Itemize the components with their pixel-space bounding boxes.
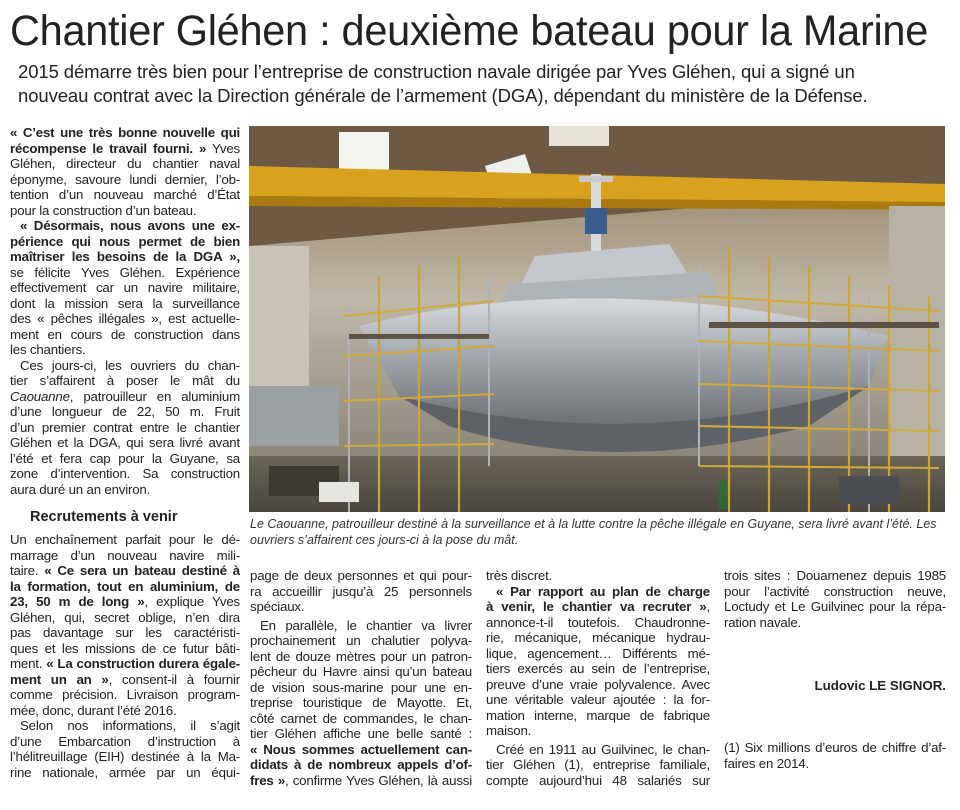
column-4: trois sites : Douarnenez depuis 1985 pour l’activité construction neuve, Loctudy et Le Guilvinec pour la répa- ration navale.: [724, 568, 946, 630]
subheading: Recrutements à venir: [30, 509, 178, 525]
column-1-top: « C’est une très bonne nouvelle qui récompense le travail fourni. » Yves Gléhen, directeur du chantier naval éponyme, savoure lundi dernier, l’ob- tention d’un nouveau marché d’État pour la construction d’un bateau. « Désormais, nous avons une ex- périence qui nous permet de bien maîtriser les besoins de la DGA », se félicite Yves Gléhen. Expérience effectivement car un navire militaire, dont la mission sera la surveillance des « pêches illégales », est actuelle- ment en cours de construction dans les chantiers. Ces jours-ci, les ouvriers du chan- tier s’affairent à poser le mât du Caouanne, patrouilleur en aluminium d’une longueur de 22, 50 m. Fruit d’un premier contrat entre le chantier Gléhen et la DGA, qui sera livré avant l’été et fera cap pour la Guyane, sa zone d’intervention. Sa construction aura duré un an environ.: [10, 125, 240, 497]
photo-caption: [250, 517, 946, 548]
column-3: très discret. « Par rapport au plan de charge à venir, le chantier va recruter », annonce-t-il toutefois. Chaudronne- rie, mécanique, mécanique hydrau- lique, agencement… Différents mé- tiers exercés au sein de l’entreprise, preuve d’une vraie polyvalence. Avec une véritable valeur ajoutée : la for- mation interne, marque de fabrique maison. Créé en 1911 au Guilvinec, le chan- tier Gléhen (1), entreprise familiale, compte aujourd’hui 48 salariés sur: [486, 568, 710, 788]
standfirst: [18, 60, 948, 108]
author-signature: Ludovic LE SIGNOR.: [814, 678, 946, 693]
column-2: page de deux personnes et qui pour- ra accueillir jusqu’à 25 personnels spéciaux. En parallèle, le chantier va livrer prochainement un chalutier polyva- lent de douze mètres pour un patron- pêcheur du Havre ainsi qu’un bateau de vision sous-marine pour une en- treprise touristique de Mayotte. Et, côté carnet de commandes, le chan- tier Gléhen affiche une belle santé : « Nous sommes actuellement can- didats à de nombreux appels d’of- fres », confirme Yves Gléhen, là aussi: [250, 568, 472, 788]
photo-shipyard: [249, 126, 945, 512]
caption-line: ouvriers s’affairent ces jours-ci à la pose du mât.: [250, 532, 519, 547]
photo-illustration: [249, 126, 945, 512]
standfirst-line: 2015 démarre très bien pour l’entreprise de construction navale dirigée par Yves Gléhen, qui a signé un: [18, 61, 855, 82]
footnote: (1) Six millions d’euros de chiffre d’af- faires en 2014.: [724, 740, 946, 771]
headline: Chantier Gléhen : deuxième bateau pour la Marine: [10, 7, 929, 55]
standfirst-line: nouveau contrat avec la Direction générale de l’armement (DGA), dépendant du ministère de la Défense.: [18, 85, 868, 106]
column-1-bottom: Un enchaînement parfait pour le dé- marrage d’un nouveau navire mili- taire. « Ce sera un bateau destiné à la formation, tout en aluminium, de 23, 50 m de long », explique Yves Gléhen, qui, secret oblige, n’en dira pas davantage sur les caractéristi- ques et les missions de ce futur bâti- ment. « La construction durera égale- ment un an », consent-il à fournir comme précision. Livraison program- mée, donc, durant l’été 2016. Selon nos informations, il s’agit d’une Embarcation d’instruction à l’hélitreuillage (EIH) destinée à la Ma- rine nationale, armée par un équi-: [10, 532, 240, 780]
caption-line: Le Caouanne, patrouilleur destiné à la surveillance et à la lutte contre la pêche illégale en Guyane, sera livré avant l’été. Les: [250, 517, 937, 531]
